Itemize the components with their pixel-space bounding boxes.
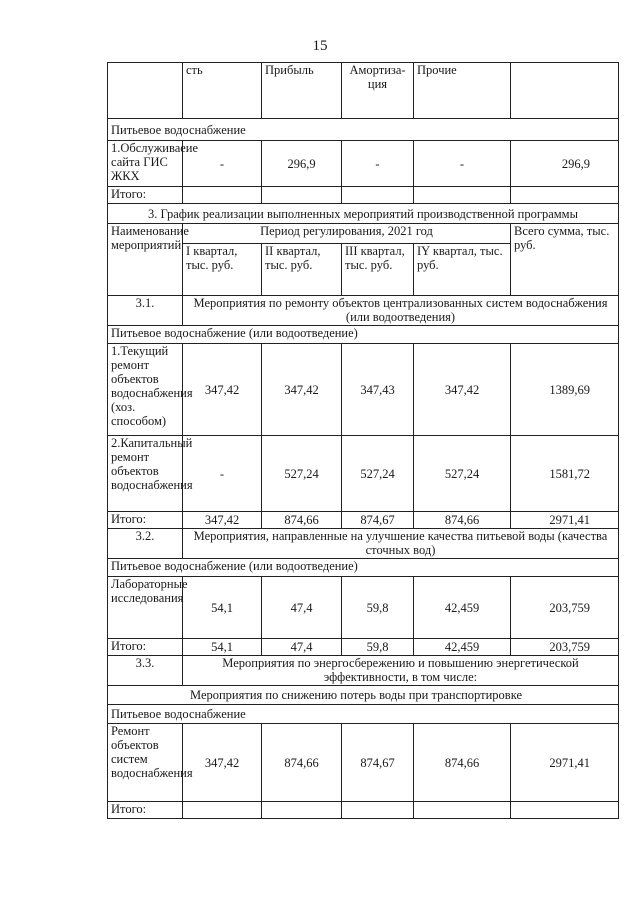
sec31-subtitle: Питьевое водоснабжение (или водоотведение) xyxy=(108,326,619,344)
sec33-total-row xyxy=(108,802,619,819)
total-q1: 347,42 xyxy=(183,512,262,529)
header-cell-amortization: Амортиза-ция xyxy=(342,63,414,119)
sec31-subtitle-row xyxy=(108,326,619,344)
schedule-header-period: Период регулирования, 2021 год xyxy=(183,224,511,244)
schedule-header-total: Всего сумма, тыс. руб. xyxy=(511,224,619,296)
table-row xyxy=(108,344,619,436)
row-q2: 527,24 xyxy=(262,436,342,512)
table-row xyxy=(108,436,619,512)
page-number: 15 xyxy=(312,38,328,54)
sec31-total-row xyxy=(108,512,619,529)
sec33-title: Мероприятия по энергосбережению и повышению энергетической эффективности, в том числе: xyxy=(183,656,619,686)
total-label: Итого: xyxy=(108,639,183,656)
schedule-header-q4: IY квартал, тыс. руб. xyxy=(414,244,511,296)
header-cell-profit: Прибыль xyxy=(262,63,342,119)
schedule-header-q2: II квартал, тыс. руб. xyxy=(262,244,342,296)
row-total: 2971,41 xyxy=(511,724,619,802)
section3-title-row xyxy=(108,204,619,224)
schedule-header-q3: III квартал, тыс. руб. xyxy=(342,244,414,296)
block1-total-row xyxy=(108,187,619,204)
sec31-title-row xyxy=(108,296,619,326)
header-cell-total xyxy=(511,63,619,119)
block1-subtitle: Питьевое водоснабжение xyxy=(108,119,619,141)
row-q2: 347,42 xyxy=(262,344,342,436)
row-c1: - xyxy=(183,141,262,187)
header-cell-source: сть xyxy=(183,63,262,119)
sec33-subheading: Мероприятия по снижению потерь воды при транспортировке xyxy=(108,686,619,705)
total-q2: 47,4 xyxy=(262,639,342,656)
header-cell-other: Прочие xyxy=(414,63,511,119)
row-name: Лабораторные исследования xyxy=(108,577,183,639)
row-q1: 54,1 xyxy=(183,577,262,639)
sec32-subtitle-row xyxy=(108,559,619,577)
sec33-number: 3.3. xyxy=(108,656,183,686)
sec33-subheading-row xyxy=(108,686,619,705)
row-q4: 347,42 xyxy=(414,344,511,436)
continued-header-row xyxy=(108,63,619,119)
row-q4: 874,66 xyxy=(414,724,511,802)
schedule-header-name: Наименование мероприятий xyxy=(108,224,183,296)
row-q1: - xyxy=(183,436,262,512)
row-q3: 59,8 xyxy=(342,577,414,639)
row-q4: 42,459 xyxy=(414,577,511,639)
row-q3: 527,24 xyxy=(342,436,414,512)
sec31-title: Мероприятия по ремонту объектов централизованных систем водоснабжения (или водоотведения) xyxy=(183,296,619,326)
row-name: Ремонт объектов систем водоснабжения xyxy=(108,724,183,802)
total-label: Итого: xyxy=(108,802,183,819)
row-total: 1389,69 xyxy=(511,344,619,436)
row-name: 1.Обслуживаеие сайта ГИС ЖКХ xyxy=(108,141,183,187)
sec32-total-row xyxy=(108,639,619,656)
row-q4: 527,24 xyxy=(414,436,511,512)
total-q4: 874,66 xyxy=(414,512,511,529)
total-sum: 2971,41 xyxy=(511,512,619,529)
table-row xyxy=(108,577,619,639)
block1-subtitle-row xyxy=(108,119,619,141)
row-q2: 47,4 xyxy=(262,577,342,639)
schedule-header-q1: I квартал, тыс. руб. xyxy=(183,244,262,296)
sec32-title-row xyxy=(108,529,619,559)
schedule-header-row xyxy=(108,224,619,244)
row-name: 2.Капитальный ремонт объектов водоснабжения xyxy=(108,436,183,512)
total-q3: 59,8 xyxy=(342,639,414,656)
total-label: Итого: xyxy=(108,187,183,204)
table-row xyxy=(108,141,619,187)
row-total: 296,9 xyxy=(511,141,619,187)
row-c3: - xyxy=(342,141,414,187)
sec32-number: 3.2. xyxy=(108,529,183,559)
total-q2: 874,66 xyxy=(262,512,342,529)
header-cell-name xyxy=(108,63,183,119)
table-row xyxy=(108,724,619,802)
total-q3: 874,67 xyxy=(342,512,414,529)
sec33-subtitle-row xyxy=(108,705,619,724)
total-label: Итого: xyxy=(108,512,183,529)
sec32-title: Мероприятия, направленные на улучшение качества питьевой воды (качества сточных вод) xyxy=(183,529,619,559)
total-q4: 42,459 xyxy=(414,639,511,656)
row-q3: 874,67 xyxy=(342,724,414,802)
row-name: 1.Текущий ремонт объектов водоснабжения (хоз. способом) xyxy=(108,344,183,436)
row-q3: 347,43 xyxy=(342,344,414,436)
total-sum: 203,759 xyxy=(511,639,619,656)
sec31-number: 3.1. xyxy=(108,296,183,326)
section3-title: 3. График реализации выполненных мероприятий производственной программы xyxy=(108,204,619,224)
sec32-subtitle: Питьевое водоснабжение (или водоотведение) xyxy=(108,559,619,577)
row-total: 1581,72 xyxy=(511,436,619,512)
row-total: 203,759 xyxy=(511,577,619,639)
sec33-subtitle: Питьевое водоснабжение xyxy=(108,705,619,724)
production-program-table xyxy=(107,62,619,819)
row-q2: 874,66 xyxy=(262,724,342,802)
row-q1: 347,42 xyxy=(183,724,262,802)
row-q1: 347,42 xyxy=(183,344,262,436)
row-c2: 296,9 xyxy=(262,141,342,187)
sec33-title-row xyxy=(108,656,619,686)
total-q1: 54,1 xyxy=(183,639,262,656)
row-c4: - xyxy=(414,141,511,187)
